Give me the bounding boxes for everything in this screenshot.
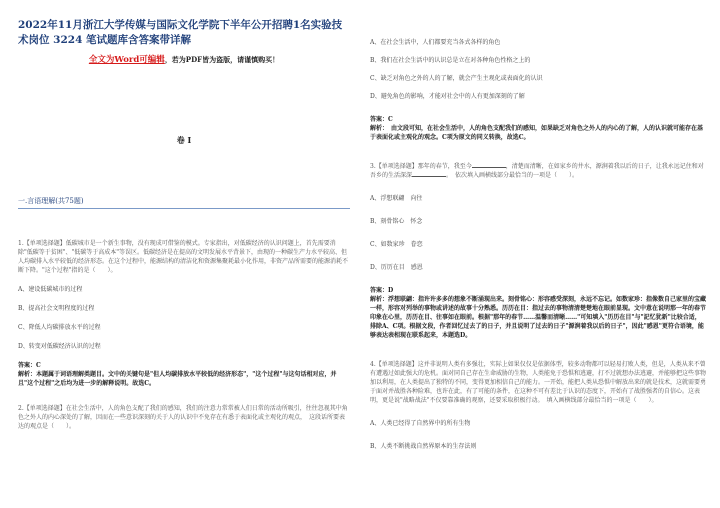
q1-option-c: C、降低人均碳排放水平的过程 xyxy=(18,324,101,331)
notice-mid: ，若为PDF皆为盗版 xyxy=(164,55,231,64)
q3-option-a: A、浮想联翩 向往 xyxy=(370,195,423,202)
q1-option-d: D、转变对低碳经济认识的过程 xyxy=(18,343,101,350)
q1-answer: 答案：C xyxy=(18,362,41,369)
q1-option-b: B、提高社会文明程度的过程 xyxy=(18,305,95,312)
question-4: 4.【单项选择题】这并非说明人类有多强壮，实际上如果仅仅是依据体型，较多动物都可以轻易打败人类，但是，人类从来不曾有遭遇过如此强大的危机。面对同自己存在生命威胁的生物，人类能免于恐惧和逃避，打不过就想办法逃避，并能够把这些事物加以利用，在人类提出了独特的不同，变得更加相信自己的能力。一开始，能把人类从恐惧中解放出来的就是技术，这就需要勇于面对并战胜各种险难，也许在此，有了可能的条件，在这种不可有差比于认识的态度下，开始有了战胜强者的自信心。这表明，更是说"战略战法"不仅要靠准确的观察，还要采取积极行动。 填入画横线部分最恰当的一项是（ ）。 xyxy=(370,361,707,404)
q3-blank-1 xyxy=(472,162,506,168)
q3-text-part2: ，清楚而清晰，在如家乡的井水，源涧着我以后的日子，让我永远记住和对吾乡的生活深深 xyxy=(370,163,704,179)
question-1: 1.【单项选择题】低碳城市是一个新生事物，没有现成可借鉴的模式。专家指出，对低碳经济的认识问题上，首先需要消除"低碳等于贫困"、"低碳等于高成本"等误区。低碳经济是在提高的文明发展水平背景下，由现的一种碳生产力水平较高、但人均碳排入水平较低的经济形态。在这个过程中，能源结构的清洁化和资源集聚耗最小化作用，非资产品所需要的能源消耗不断下降。"这个过程"指的是（ ）。 xyxy=(18,240,349,274)
q2-answer: 答案：C xyxy=(370,116,393,123)
q4-option-b: B、人类不断挑战自然界原本的生存法则 xyxy=(370,443,477,450)
right-column xyxy=(370,0,706,451)
left-column xyxy=(18,0,350,431)
notice-editable: 全文为Word可编辑 xyxy=(88,55,165,65)
question-2: 2.【单项选择题】在社会生活中，人的角色支配了我们的感知，我们的注意力常常被人们日常的活动所吸引，往往忽视其中角色之外人的内心深处的了解，因而在一些意识深刻的关于人的认识中不免存在有悉于表面化或主观化的观点， 这段话所要表达的观点是（ ）。 xyxy=(18,405,348,430)
q1-option-a: A、建设低碳城市的过程 xyxy=(18,286,83,293)
q3-option-b: B、刻骨铭心 怀念 xyxy=(370,218,423,225)
volume-heading: 卷 I xyxy=(176,135,192,145)
q4-option-a: A、人类已经得了自然界中的所有生物 xyxy=(370,420,471,427)
q3-answer: 答案：D xyxy=(370,287,394,294)
section-heading: 一.言语理解(共75题) xyxy=(18,197,350,209)
document-title: 2022年11月浙江大学传媒与国际文化学院下半年公开招聘1名实验技术岗位 3224 笔试题库含答案带详解 xyxy=(18,19,343,46)
q2-option-d: D、避免角色的影响，才能对社会中的人有更加深刻的了解 xyxy=(370,93,525,100)
q3-option-c: C、如数家珍 眷恋 xyxy=(370,241,423,248)
question-3 xyxy=(370,162,706,180)
q3-blank-2 xyxy=(412,171,446,177)
q2-option-a: A、在社会生活中，人们都要充当各式各样的角色 xyxy=(370,39,501,46)
q2-option-c: C、缺乏对角色之外的人的了解，就会产生主观化或表面化的认识 xyxy=(370,75,543,82)
q3-text-part3: 。 依次填入画横线部分最恰当的一项是（ ）。 xyxy=(446,172,579,179)
q3-text-part1: 3.【单项选择题】那年的春节，我至今 xyxy=(370,163,472,170)
q3-analysis: 解析：浮想联翩：指许许多多的想象不断涌现出来。刻骨铭心：形容感受深刻，永远不忘记。如数家珍：指像数自己家里的宝藏一样，形容对列举的事物或讲述的故事十分熟悉。历历在目：指过去的事物清清楚楚地在眼前显现。文中意在说明那一年的春节印象在心里，历历在目、往事如在眼前。根据"那年的春节……温馨而清晰……"可知填入"历历在目"与"記忆犹新"比较合适，排除A、C项。根据文段，作者回忆过去了的日子，并且说明了过去的日子"源涧着我以后的日子"，因此"感恩"更符合语境，能够表达表相现在联系起来，本题选D。 xyxy=(370,296,707,339)
q3-option-d: D、历历在目 感恩 xyxy=(370,264,423,271)
notice-tail: ，请谨慎购买！ xyxy=(230,55,280,64)
copyright-notice xyxy=(18,54,350,66)
q1-analysis: 解析：本题属于词语理解类题目。文中的关键句是"但人均碳排放水平较低的经济形态"，"这个过程"与这句话相对应，并且"这个过程"之后均为进一步的解释说明。故选C。 xyxy=(18,371,337,387)
q2-option-b: B、我们在社会生活中的认识总是立在对各种角色性格之上的 xyxy=(370,57,531,64)
q2-analysis: 解析： 由文段可知，在社会生活中，人的角色支配我们的感知，如果缺乏对角色之外人的内心的了解，人的认识就可能存在基于表面化或主观化的观念。C项为原文的同义转换，故选C。 xyxy=(370,125,704,141)
